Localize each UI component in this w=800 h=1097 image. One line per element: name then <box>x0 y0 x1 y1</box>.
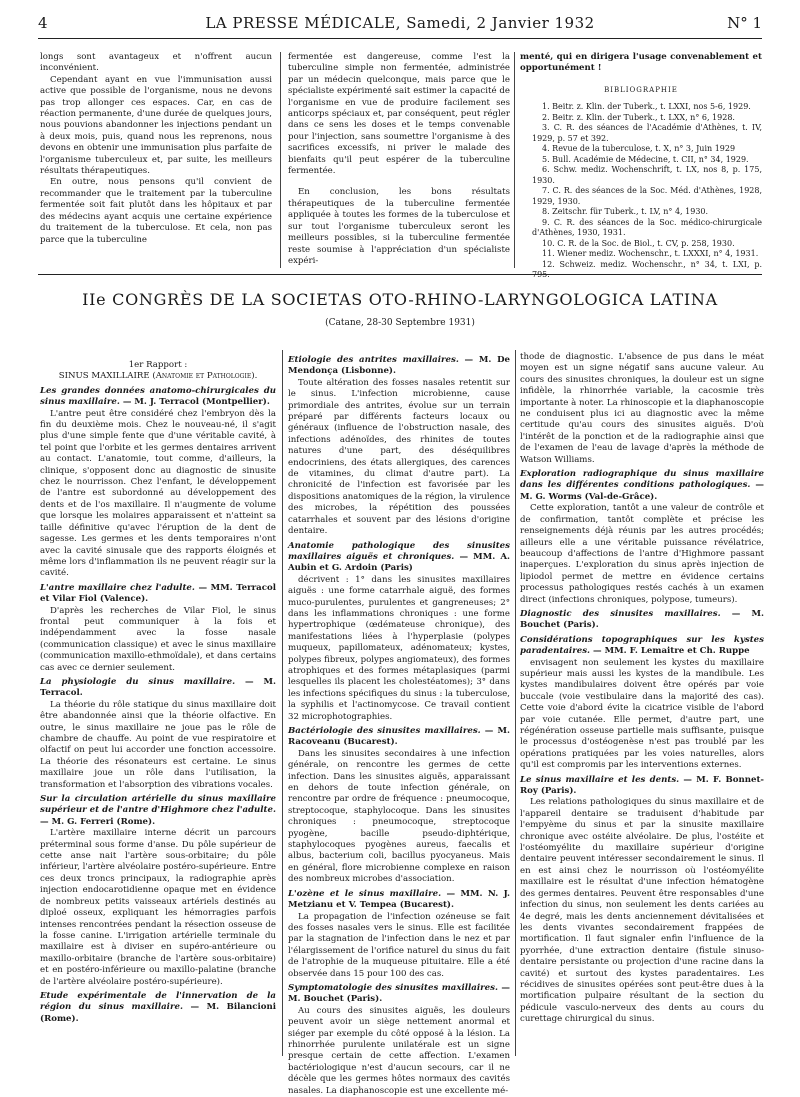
section-author: — M. Racoveanu (Bucarest). <box>288 726 510 748</box>
bibliography-item: 1. Beitr. z. Klin. der Tuberk., t. LXXI, nos 5-6, 1929. <box>542 102 751 112</box>
section-author: — M. Bouchet (Paris). <box>520 608 764 631</box>
paragraph: menté, qui en dirigera l'usage convenablement et opportunément ! <box>520 52 762 74</box>
column-divider <box>280 52 281 268</box>
bottom-column-3 <box>520 352 764 1026</box>
section-title: Etude expérimentale de l'innervation de la région du sinus maxillaire. <box>40 990 276 1013</box>
section-heading <box>288 726 510 749</box>
section-author: — M. F. Bonnet-Roy (Paris). <box>520 774 764 797</box>
section-heading <box>520 775 764 798</box>
section-author: — MM. A. Aubin et G. Ardoin (Paris) <box>288 551 510 574</box>
masthead: LA PRESSE MÉDICALE, Samedi, 2 Janvier 1932 <box>205 14 595 32</box>
section-author: — M. Bouchet (Paris). <box>288 982 511 1005</box>
page-header <box>38 14 762 36</box>
section-heading <box>288 541 510 575</box>
section-heading <box>40 583 276 606</box>
paragraph: L'artère maxillaire interne décrit un parcours préterminal sous forme d'anse. Du pôle supérieur de cette anse nait l'artère sous-orbitaire; du pôle inférieur, l'artère alvéolaire postéro-supérieure. Entre ces deux troncs principaux, la radiographie après injection endocarotidienne opaque met en évidence de nombreux petits vaisseaux artériels destinés au diploé osseux, expliquant les hémorragies parfois intenses rencontrées pendant la résection osseuse de la fosse canine. L'irrigation artérielle terminale du maxillaire est à diviser en supéro-antérieure ou maxillo-orbitaire (branche de l'artère sous-orbitaire) et en postéro-inférieure ou maxillo-palatine (branche de l'artère alvéolaire postéro-supérieure). <box>40 828 276 987</box>
top-column-3 <box>520 52 762 281</box>
paragraph: Cependant ayant en vue l'immunisation aussi active que possible de l'organisme, nous ne devons pas trop allonger ces espaces. Car, en cas de réaction permanente, d'une durée de quelques jours, nous pouvions abandonner les injections pendant un à deux mois, puis, quand nous les reprenons, nous devons en obtenir une immunisation plus parfaite de l'organisme tuberculeux et, par suite, les meilleurs résultats thérapeutiques. <box>40 74 272 177</box>
bibliography-item: 6. Schw. mediz. Wochenschrift, t. LX, nos 8, p. 175, 1930. <box>532 165 762 185</box>
section-title: L'antre maxillaire chez l'adulte. <box>40 582 195 593</box>
paragraph: Cette exploration, tantôt a une valeur de contrôle et de confirmation, tantôt complète et précise les renseignements déjà réunis par les autres procédés; ailleurs elle a une véritable puissance révélatrice, beaucoup d'affections de l'antre d'Highmore passant inaperçues. L'exploration du sinus après injection de lipiodol permet de mettre en évidence certains processus pathologiques restés cachés à un examen direct (infections chroniques, polypose, tumeurs). <box>520 503 764 605</box>
paragraph: fermentée est dangereuse, comme l'est la tuberculine simple non fermentée, administrée par un médecin quelconque, mais parce que le spécialiste expérimenté sait estimer la capacité de l'organisme en vue de produire facilement ses anticorps spéciaux et, par conséquent, peut régler dans ce sens les doses et le temps convenable pour l'injection, sans soumettre l'organisme à des sacrifices excessifs, ni priver le malade des bienfaits qu'il peut espérer de la tuberculine fermentée. <box>288 52 510 177</box>
bibliography-item: 11. Wiener mediz. Wochenschr., t. LXXXI, n° 4, 1931. <box>542 249 759 259</box>
section-author: — M. G. Ferreri (Rome). <box>40 816 156 827</box>
section-title: Le sinus maxillaire et les dents. <box>520 774 680 785</box>
section-heading <box>288 355 510 378</box>
paragraph: décrivent : 1° dans les sinusites maxillaires aiguës : une forme catarrhale aiguë, des formes muco-purulentes, purulentes et gangreneuses; 2° dans les inflammations chroniques : une forme hypertrophique (œdémateuse chronique), des manifestations liées à l'hyperplasie (polypes muqueux, papillomateux, adénomateux; kystes, polypes fibreux, polypes angiomateux), des formes atrophiques et des formes métaplasiques (parmi lesquelles ils placent les cholestéatomes); 3° dans les infections spécifiques du sinus : la tuberculose, la syphilis et l'actinomycose. Ce travail contient 32 microphotographies. <box>288 574 510 722</box>
paragraph: La propagation de l'infection ozéneuse se fait des fosses nasales vers le sinus. Elle est facilitée par la stagnation de l'infection dans le nez et par l'élargissement de l'orifice naturel du sinus du fait de l'atrophie de la muqueuse pituitaire. Elle a été observée dans 15 pour 100 des cas. <box>288 911 510 979</box>
section-title: Les grandes données anatomo-chirurgicales du sinus maxillaire. <box>40 385 276 408</box>
paragraph: Les relations pathologiques du sinus maxillaire et de l'appareil dentaire se traduisent d'habitude par l'empyème du sinus et par la sinusite maxillaire chronique avec ostéite alvéolaire. De plus, l'ostéite et l'ostéomyélite du maxillaire supérieur d'origine dentaire peuvent intéresser secondairement le sinus. Il en est ainsi chez le nourrisson où l'ostéomyélite maxillaire est le résultat d'une infection hématogène des germes dentaires. Peuvent être responsables d'une infection du sinus, non seulement les dents cariées au 4e degré, mais les dents anciennement dévitalisées et les dents vivantes secondairement frappées de mortification. Il faut signaler enfin l'influence de la pyorrhée, d'une extraction dentaire (fistule sinuso-dentaire persistante ou projection d'une racine dans la cavité) et surtout des kystes paradentaires. Les récidives de sinusites opérées sont peut-être dues à la mortification pulpaire résultant de la section du pédicule vasculo-nerveux des dents au cours du curettage chirurgical du sinus. <box>520 797 764 1025</box>
paragraph: Toute altération des fosses nasales retentit sur le sinus. L'infection microbienne, cause primordiale des antrites, évolue sur un terrain préparé par différents facteurs locaux ou généraux (influence de l'obstruction nasale, des infections adénoïdes, des rhinites de toutes natures d'une part, des déséquilibres endocriniens, des états allergiques, des carences de vitamines, du climat d'autre part). La chronicité de l'infection est favorisée par les dispositions anatomiques de la région, la virulence des microbes, la répétition des poussées catarrhales et souvent par des lésions d'origine dentaire. <box>288 377 510 537</box>
column-divider <box>514 52 515 268</box>
bibliography-item: 3. C. R. des séances de l'Académie d'Athènes, t. IV, 1929, p. 57 et 392. <box>532 123 762 143</box>
section-title: La physiologie du sinus maxillaire. <box>40 676 236 687</box>
bottom-column-2 <box>288 352 510 1097</box>
bibliography-item: 2. Beitr. z. Klin. der Tuberk., t. LXX, n° 6, 1928. <box>542 112 735 122</box>
section-author: — M. Bilancioni (Rome). <box>40 1002 276 1024</box>
section-title: Exploration radiographique du sinus maxillaire dans les différentes conditions pathologiques. <box>520 469 764 491</box>
section-title: Considérations topographiques sur les kystes paradentaires. <box>520 634 764 657</box>
rapport-title: SINUS MAXILLAIRE (Anatomie et Pathologie). <box>58 371 258 382</box>
section-heading <box>40 386 276 409</box>
page-number: 4 <box>38 14 48 32</box>
bibliography-item: 8. Zeitschr. für Tuberk., t. LV, n° 4, 1930. <box>542 207 709 217</box>
section-title: Bactériologie des sinusites maxillaires. <box>288 726 481 736</box>
section-author: — M. J. Terracol (Montpellier). <box>119 397 270 408</box>
bibliography-item: 5. Bull. Académie de Médecine, t. CII, n° 34, 1929. <box>542 154 749 164</box>
section-heading <box>520 469 764 503</box>
paragraph: La théorie du rôle statique du sinus maxillaire doit être abandonnée ainsi que la théorie olfactive. En outre, le sinus maxillaire ne joue pas le rôle de chambre de chauffe. Au point de vue respiratoire et olfactif on peut lui accorder une fonction accessoire. La théorie des résonateurs est certaine. Le sinus maxillaire joue un rôle dans l'utilisation, la transformation et l'absorption des vibrations vocales. <box>40 699 276 790</box>
section-author: — MM. Terracol et Vilar Fiol (Valence). <box>40 582 276 605</box>
section-author: — M. De Mendonça (Lisbonne). <box>288 355 511 377</box>
section-heading <box>520 635 764 658</box>
section-heading <box>288 889 510 912</box>
section-heading <box>288 983 510 1006</box>
top-column-1 <box>40 52 272 246</box>
bibliography-item: 9. C. R. des séances de la Soc. médico-chirurgicale d'Athènes, 1930, 1931. <box>532 217 762 238</box>
header-rule <box>38 38 762 39</box>
section-title: L'ozène et le sinus maxillaire. <box>288 888 442 899</box>
bibliography-item: 10. C. R. de la Soc. de Biol., t. CV, p. 258, 1930. <box>542 238 735 248</box>
paragraph: thode de diagnostic. L'absence de pus dans le méat moyen est un signe négatif sans aucune valeur. Au cours des sinusites chroniques, la douleur est un signe infidèle, la rhinorrhée variable, la cacosmie très importante à noter. La rhinoscopie et la diaphanoscopie ne conduisent plus ici au diagnostic avec la même certitude qu'au cours des sinusites aiguës. D'où l'intérêt de la ponction et de la radiographie ainsi que de l'examen de l'eau de lavage d'après la méthode de Watson Williams. <box>520 352 764 465</box>
section-author: — MM. N. J. Metzianu et V. Tempea (Bucarest). <box>288 888 510 911</box>
section-heading <box>40 991 276 1025</box>
bottom-column-1 <box>40 352 276 1025</box>
section-title: Etiologie des antrites maxillaires. <box>288 355 459 365</box>
section-author: — MM. F. Lemaitre et Ch. Ruppe <box>590 646 750 657</box>
issue-number: N° 1 <box>727 14 762 32</box>
paragraph: envisagent non seulement les kystes du maxillaire supérieur mais aussi les kystes de la mandibule. Les kystes mandibulaires doivent être opérés par voie buccale (voie vestibulaire dans la majorité des cas). Cette voie d'abord évite la cicatrice visible de l'abord par voie cutanée. Elle permet, d'autre part, une régénération osseuse partielle mais suffisante, puisque le processus d'ostéogenèse n'est pas troublé par les opérations pratiquées par les voies naturelles, alors qu'il est compromis par les interventions externes. <box>520 657 764 771</box>
paragraph: En conclusion, les bons résultats thérapeutiques de la tuberculine fermentée appliquée à toutes les formes de la tuberculose et sur tout l'organisme tuberculeux seront les meilleurs possibles, si la tuberculine fermentée reste soumise à l'appréciation d'un spécialiste expéri- <box>288 187 510 266</box>
congress-title: IIe CONGRÈS DE LA SOCIETAS OTO-RHINO-LARYNGOLOGICA LATINA <box>82 290 718 309</box>
paragraph: Au cours des sinusites aiguës, les douleurs peuvent avoir un siège nettement anormal et siéger par exemple du côté opposé à la lésion. La rhinorrhée purulente unilatérale est un signe presque certain de cette affection. L'examen bactériologique n'est d'aucun secours, car il ne décèle que les germes hôtes normaux des cavités nasales. La diaphanoscopie est une excellente mé- <box>288 1005 510 1096</box>
paragraph: L'antre peut être considéré chez l'embryon dès la fin du deuxième mois. Chez le nouveau-né, il s'agit plus d'une simple fente que d'une véritable cavité, à tel point que l'orbite et les germes dentaires arrivent au contact. L'anatomie, tout comme, d'ailleurs, la clinique, s'opposent donc au diagnostic de sinusite chez le nourrisson. Chez l'enfant, le développement de l'antre est subordonné au développement des dents et de l'os maxillaire. Il n'augmente de volume que lorsque les molaires apparaissent et n'atteint sa taille définitive qu'avec l'éruption de la dent de sagesse. Les germes et les dents temporaires n'ont avec la cavité sinusale que des rapports éloignés et même lors d'inflammation ils ne peuvent réagir sur la cavité. <box>40 408 276 579</box>
rapport-label: 1er Rapport : <box>128 360 188 370</box>
section-title: Anatomie pathologique des sinusites maxillaires aiguës et chroniques. <box>288 540 510 562</box>
bibliography-item: 12. Schweiz. mediz. Wochenschr., n° 34, t. LXI, p. 795. <box>532 259 762 280</box>
section-author: — M. G. Worms (Val-de-Grâce). <box>520 480 764 502</box>
bibliography-item: 4. Revue de la tuberculose, t. X, n° 3, Juin 1929 <box>542 144 736 154</box>
bibliography-heading: BIBLIOGRAPHIE <box>604 85 678 94</box>
column-divider <box>515 350 516 1056</box>
section-heading <box>40 677 276 700</box>
section-rule <box>38 274 762 275</box>
paragraph: Dans les sinusites secondaires à une infection générale, on rencontre les germes de cette infection. Dans les sinusites aiguës, apparaissant en dehors de toute infection générale, on rencontre par ordre de fréquence : pneumocoque, streptocoque, staphylocoque. Dans les sinusites chroniques : pneumocoque, streptocoque pyogène, bacille pseudo-diphtérique, staphylocoques pyogènes aureus, faecalis et albus, bacterium coli, bacillus pyocyaneus. Mais en général, flore microbienne complexe en raison des nombreux microbes d'association. <box>288 748 510 885</box>
section-author: — M. Terracol. <box>40 676 276 699</box>
top-column-2 <box>288 52 510 267</box>
section-heading <box>40 794 276 828</box>
section-title: Diagnostic des sinusites maxillaires. <box>520 608 721 619</box>
paragraph: longs sont avantageux et n'offrent aucun inconvénient. <box>40 52 272 74</box>
paragraph: D'après les recherches de Vilar Fiol, le sinus frontal peut communiquer à la fois et indépendamment avec la fosse nasale (communication classique) et avec le sinus maxillaire (communication maxillo-ethmoïdale), et dans certains cas avec ce dernier seulement. <box>40 605 276 673</box>
section-title: Sur la circulation artérielle du sinus maxillaire supérieur et de l'antre d'Highmore chez l'adulte. <box>40 794 276 816</box>
section-title: Symptomatologie des sinusites maxillaires. <box>288 982 498 993</box>
congress-subtitle: (Catane, 28-30 Septembre 1931) <box>325 318 475 328</box>
bibliography-item: 7. C. R. des séances de la Soc. Méd. d'Athènes, 1928, 1929, 1930. <box>532 186 762 206</box>
section-heading <box>520 609 764 632</box>
column-divider <box>282 350 283 1056</box>
paragraph: En outre, nous pensons qu'il convient de recommander que le traitement par la tuberculine fermentée soit fait plutôt dans les hôpitaux et par des médecins ayant acquis une certaine expérience du traitement de la tuberculose. Et cela, non pas parce que la tuberculine <box>40 177 272 245</box>
